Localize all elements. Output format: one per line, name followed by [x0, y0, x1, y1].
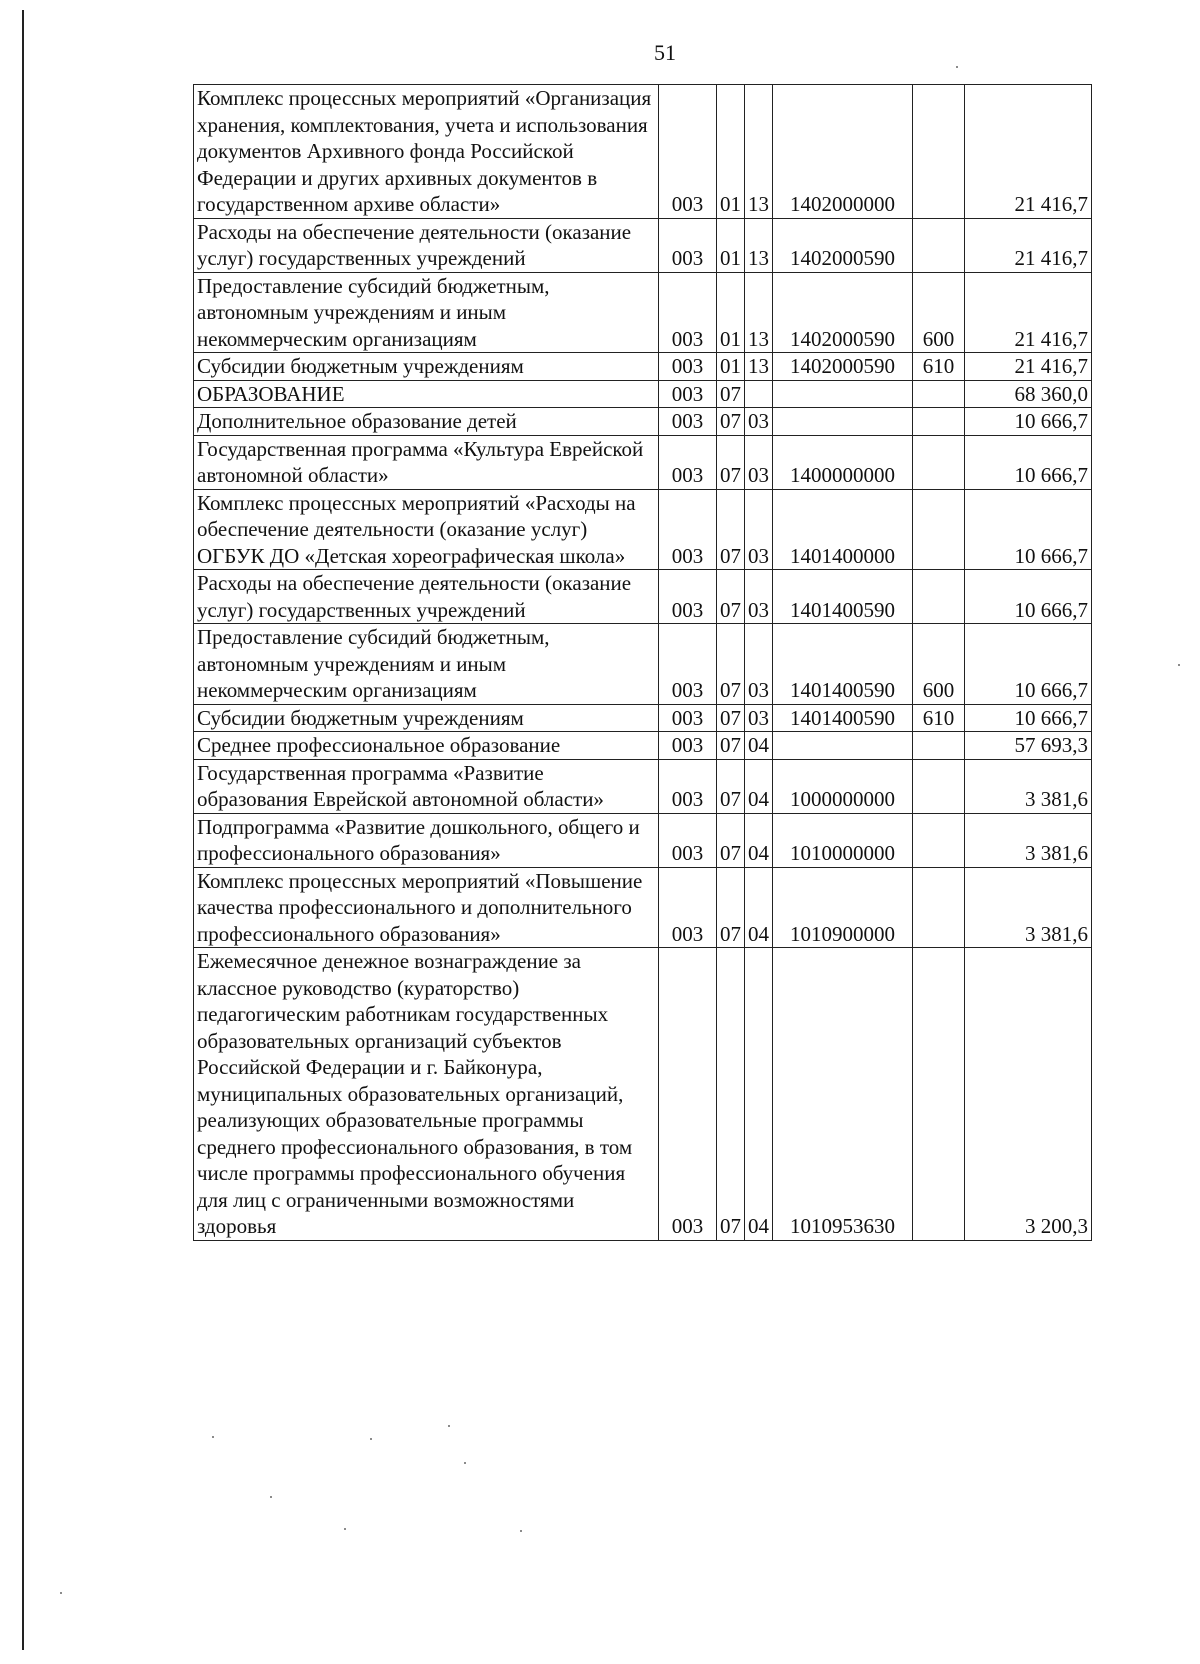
- table-row: [194, 570, 1092, 624]
- scan-speck: [212, 1436, 214, 1438]
- ministry-code-cell: 003: [659, 272, 717, 353]
- expense-name-cell: Дополнительное образование детей: [194, 408, 659, 436]
- expense-name-cell: ОБРАЗОВАНИЕ: [194, 380, 659, 408]
- scan-speck: [60, 1592, 62, 1594]
- section-code-cell: 07: [717, 435, 745, 489]
- subsection-code-cell: 03: [745, 570, 773, 624]
- section-code-cell: 07: [717, 624, 745, 705]
- table-row: [194, 867, 1092, 948]
- page-margin-line: [22, 10, 24, 1650]
- expense-type-cell: [913, 813, 965, 867]
- table-row: [194, 732, 1092, 760]
- target-article-cell: 1401400590: [773, 704, 913, 732]
- target-article-cell: 1010000000: [773, 813, 913, 867]
- expense-type-cell: 610: [913, 353, 965, 381]
- table-row: [194, 435, 1092, 489]
- subsection-code-cell: 13: [745, 353, 773, 381]
- section-code-cell: 07: [717, 813, 745, 867]
- table-row: [194, 408, 1092, 436]
- subsection-code-cell: 03: [745, 704, 773, 732]
- expense-name-cell: Комплекс процессных мероприятий «Повышение качества профессионального и дополнительного профессионального образования»: [194, 867, 659, 948]
- amount-cell: 3 381,6: [965, 813, 1092, 867]
- expense-name-cell: Предоставление субсидий бюджетным, автономным учреждениям и иным некоммерческим организациям: [194, 272, 659, 353]
- section-code-cell: 07: [717, 948, 745, 1241]
- section-code-cell: 07: [717, 732, 745, 760]
- ministry-code-cell: 003: [659, 380, 717, 408]
- expense-type-cell: [913, 489, 965, 570]
- expense-name-cell: Государственная программа «Развитие образования Еврейской автономной области»: [194, 759, 659, 813]
- expense-name-cell: Предоставление субсидий бюджетным, автономным учреждениям и иным некоммерческим организациям: [194, 624, 659, 705]
- ministry-code-cell: 003: [659, 704, 717, 732]
- ministry-code-cell: 003: [659, 867, 717, 948]
- target-article-cell: 1000000000: [773, 759, 913, 813]
- target-article-cell: 1401400590: [773, 624, 913, 705]
- expense-type-cell: [913, 435, 965, 489]
- amount-cell: 10 666,7: [965, 570, 1092, 624]
- budget-table: [193, 84, 1092, 1241]
- target-article-cell: 1402000590: [773, 272, 913, 353]
- target-article-cell: 1402000000: [773, 85, 913, 219]
- expense-name-cell: Ежемесячное денежное вознаграждение за классное руководство (кураторство) педагогическим работникам государственных образовательных организаций субъектов Российской Федерации и г. Байконура, муниципальных образовательных организаций, реализующих образовательные программы среднего профессионального образования, в том числе программы профессионального обучения для лиц с ограниченными возможностями здоровья: [194, 948, 659, 1241]
- expense-type-cell: 600: [913, 272, 965, 353]
- section-code-cell: 01: [717, 272, 745, 353]
- table-row: [194, 353, 1092, 381]
- expense-type-cell: [913, 732, 965, 760]
- section-code-cell: 07: [717, 759, 745, 813]
- amount-cell: 21 416,7: [965, 272, 1092, 353]
- section-code-cell: 07: [717, 380, 745, 408]
- table-row: [194, 380, 1092, 408]
- section-code-cell: 07: [717, 408, 745, 436]
- expense-name-cell: Субсидии бюджетным учреждениям: [194, 704, 659, 732]
- ministry-code-cell: 003: [659, 570, 717, 624]
- ministry-code-cell: 003: [659, 218, 717, 272]
- amount-cell: 57 693,3: [965, 732, 1092, 760]
- expense-type-cell: [913, 948, 965, 1241]
- expense-type-cell: [913, 380, 965, 408]
- amount-cell: 10 666,7: [965, 704, 1092, 732]
- table-row: [194, 85, 1092, 219]
- expense-name-cell: Среднее профессиональное образование: [194, 732, 659, 760]
- subsection-code-cell: 03: [745, 408, 773, 436]
- expense-name-cell: Комплекс процессных мероприятий «Организация хранения, комплектования, учета и использования документов Архивного фонда Российской Федерации и других архивных документов в государственном архиве области»: [194, 85, 659, 219]
- subsection-code-cell: 03: [745, 624, 773, 705]
- ministry-code-cell: 003: [659, 948, 717, 1241]
- subsection-code-cell: [745, 380, 773, 408]
- section-code-cell: 07: [717, 867, 745, 948]
- table-row: [194, 948, 1092, 1241]
- target-article-cell: 1402000590: [773, 218, 913, 272]
- amount-cell: 68 360,0: [965, 380, 1092, 408]
- amount-cell: 21 416,7: [965, 353, 1092, 381]
- scan-speck: [1178, 664, 1180, 666]
- scan-speck: [956, 66, 958, 68]
- target-article-cell: 1010900000: [773, 867, 913, 948]
- table-row: [194, 704, 1092, 732]
- subsection-code-cell: 04: [745, 867, 773, 948]
- subsection-code-cell: 13: [745, 218, 773, 272]
- amount-cell: 10 666,7: [965, 408, 1092, 436]
- subsection-code-cell: 04: [745, 759, 773, 813]
- section-code-cell: 01: [717, 218, 745, 272]
- amount-cell: 21 416,7: [965, 85, 1092, 219]
- expense-name-cell: Подпрограмма «Развитие дошкольного, общего и профессионального образования»: [194, 813, 659, 867]
- amount-cell: 10 666,7: [965, 435, 1092, 489]
- section-code-cell: 07: [717, 704, 745, 732]
- table-row: [194, 759, 1092, 813]
- ministry-code-cell: 003: [659, 85, 717, 219]
- target-article-cell: 1402000590: [773, 353, 913, 381]
- scan-speck: [520, 1530, 522, 1532]
- target-article-cell: 1400000000: [773, 435, 913, 489]
- expense-type-cell: [913, 218, 965, 272]
- scan-speck: [464, 1462, 466, 1464]
- amount-cell: 21 416,7: [965, 218, 1092, 272]
- table-row: [194, 624, 1092, 705]
- ministry-code-cell: 003: [659, 813, 717, 867]
- table-row: [194, 272, 1092, 353]
- section-code-cell: 01: [717, 353, 745, 381]
- expense-name-cell: Государственная программа «Культура Еврейской автономной области»: [194, 435, 659, 489]
- scan-speck: [270, 1496, 272, 1498]
- expense-type-cell: [913, 570, 965, 624]
- subsection-code-cell: 04: [745, 813, 773, 867]
- expense-name-cell: Субсидии бюджетным учреждениям: [194, 353, 659, 381]
- amount-cell: 3 381,6: [965, 759, 1092, 813]
- section-code-cell: 07: [717, 489, 745, 570]
- expense-name-cell: Комплекс процессных мероприятий «Расходы на обеспечение деятельности (оказание услуг) ОГБУК ДО «Детская хореографическая школа»: [194, 489, 659, 570]
- section-code-cell: 07: [717, 570, 745, 624]
- table-row: [194, 489, 1092, 570]
- target-article-cell: [773, 732, 913, 760]
- subsection-code-cell: 13: [745, 85, 773, 219]
- expense-type-cell: 600: [913, 624, 965, 705]
- scan-speck: [370, 1438, 372, 1440]
- section-code-cell: 01: [717, 85, 745, 219]
- ministry-code-cell: 003: [659, 353, 717, 381]
- ministry-code-cell: 003: [659, 732, 717, 760]
- expense-name-cell: Расходы на обеспечение деятельности (оказание услуг) государственных учреждений: [194, 218, 659, 272]
- subsection-code-cell: 04: [745, 948, 773, 1241]
- expense-type-cell: [913, 408, 965, 436]
- ministry-code-cell: 003: [659, 624, 717, 705]
- amount-cell: 10 666,7: [965, 489, 1092, 570]
- ministry-code-cell: 003: [659, 759, 717, 813]
- target-article-cell: [773, 380, 913, 408]
- subsection-code-cell: 03: [745, 435, 773, 489]
- expense-type-cell: [913, 867, 965, 948]
- target-article-cell: [773, 408, 913, 436]
- ministry-code-cell: 003: [659, 489, 717, 570]
- subsection-code-cell: 03: [745, 489, 773, 570]
- target-article-cell: 1401400000: [773, 489, 913, 570]
- expense-type-cell: [913, 759, 965, 813]
- amount-cell: 3 381,6: [965, 867, 1092, 948]
- expense-type-cell: 610: [913, 704, 965, 732]
- ministry-code-cell: 003: [659, 408, 717, 436]
- budget-table-body: [194, 85, 1092, 1241]
- expense-name-cell: Расходы на обеспечение деятельности (оказание услуг) государственных учреждений: [194, 570, 659, 624]
- amount-cell: 3 200,3: [965, 948, 1092, 1241]
- table-row: [194, 813, 1092, 867]
- subsection-code-cell: 13: [745, 272, 773, 353]
- target-article-cell: 1401400590: [773, 570, 913, 624]
- subsection-code-cell: 04: [745, 732, 773, 760]
- ministry-code-cell: 003: [659, 435, 717, 489]
- target-article-cell: 1010953630: [773, 948, 913, 1241]
- page-number: 51: [654, 40, 676, 65]
- expense-type-cell: [913, 85, 965, 219]
- scan-speck: [448, 1425, 450, 1427]
- table-row: [194, 218, 1092, 272]
- scan-speck: [344, 1528, 346, 1530]
- amount-cell: 10 666,7: [965, 624, 1092, 705]
